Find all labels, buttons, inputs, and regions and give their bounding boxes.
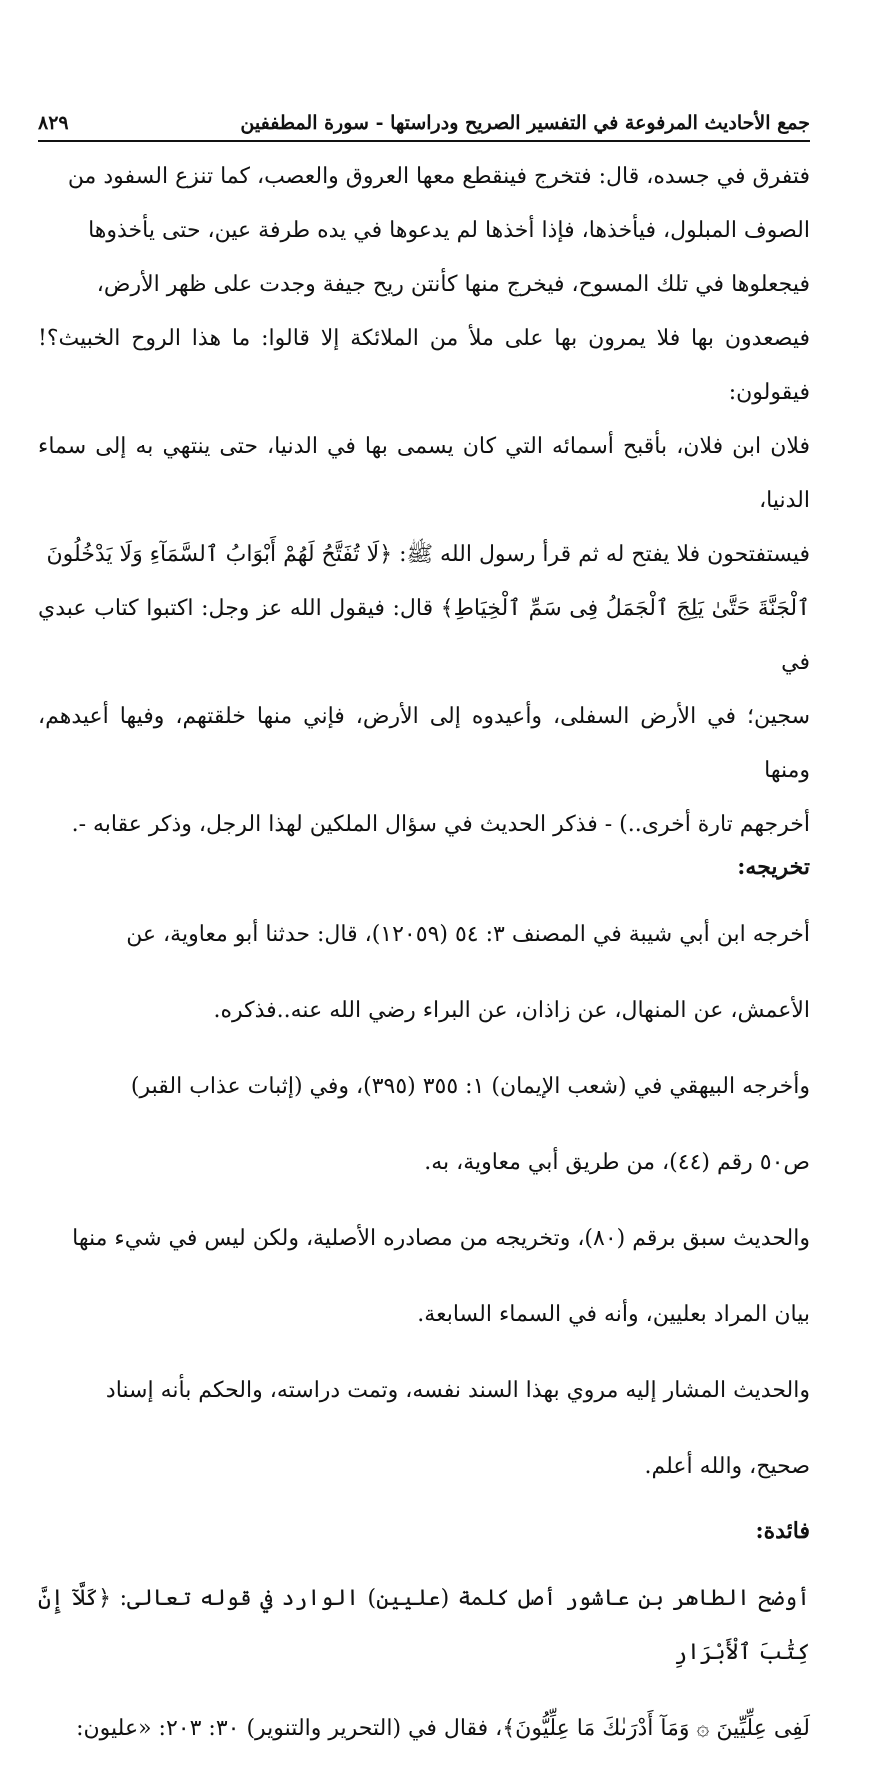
text-line: والحديث المشار إليه مروي بهذا السند نفسه، وتمت دراسته، والحكم بأنه إسناد: [105, 1378, 810, 1403]
hadith-text: [38, 150, 810, 852]
running-header: [38, 112, 810, 142]
text-line: فيجعلوها في تلك المسوح، فيخرج منها كأنتن ريح جيفة وجدت على ظهر الأرض،: [96, 272, 810, 297]
text-line: لَفِى عِلِّيِّينَ ۞ وَمَآ أَدْرَىٰكَ مَا عِلِّيُّونَ﴾، فقال في (التحرير والتنوير) ٣٠: ٢٠٣: «عليون:: [76, 1716, 810, 1741]
text-line: والحديث سبق برقم (٨٠)، وتخريجه من مصادره الأصلية، ولكن ليس في شيء منها: [72, 1226, 810, 1251]
text-line: أخرجه ابن أبي شيبة في المصنف ٣: ٥٤ (١٢٠٥٩)، قال: حدثنا أبو معاوية، عن: [126, 922, 810, 947]
page: [38, 112, 810, 1778]
text-line: فيستفتحون فلا يفتح له ثم قرأ رسول الله ﷺ: ﴿لَا تُفَتَّحُ لَهُمْ أَبْوَابُ ٱلسَّمَآءِ وَلَا يَدْخُلُونَ: [46, 542, 810, 567]
faida-paragraph: [38, 1572, 810, 1756]
takhrij-paragraph: [38, 1364, 810, 1494]
text-line: فلان ابن فلان، بأقبح أسمائه التي كان يسمى بها في الدنيا، حتى ينتهي به إلى سماء الدنيا،: [38, 434, 810, 513]
text-line: أخرجهم تارة أخرى..) - فذكر الحديث في سؤال الملكين لهذا الرجل، وذكر عقابه -.: [71, 812, 810, 837]
takhrij-paragraph: [38, 1212, 810, 1342]
takhrij-paragraph: [38, 908, 810, 1038]
takhrij-paragraph: [38, 1060, 810, 1190]
text-line: فيصعدون بها فلا يمرون بها على ملأ من الملائكة إلا قالوا: ما هذا الروح الخبيث؟! فيقولون:: [38, 326, 810, 405]
text-line: ص٥٠ رقم (٤٤)، من طريق أبي معاوية، به.: [424, 1150, 810, 1175]
text-line: بيان المراد بعليين، وأنه في السماء السابعة.: [417, 1302, 810, 1327]
text-line: سجين؛ في الأرض السفلى، وأعيدوه إلى الأرض، فإني منها خلقتهم، وفيها أعيدهم، ومنها: [38, 704, 810, 783]
takhrij-heading: تخريجه:: [737, 854, 810, 880]
page-number: ٨٢٩: [38, 112, 69, 134]
text-line: الأعمش، عن المنهال، عن زاذان، عن البراء رضي الله عنه..فذكره.: [213, 998, 810, 1023]
text-line: صحيح، والله أعلم.: [644, 1454, 810, 1479]
text-line: ٱلْجَنَّةَ حَتَّىٰ يَلِجَ ٱلْجَمَلُ فِى سَمِّ ٱلْخِيَاطِ﴾ قال: فيقول الله عز وجل: اكتبوا كتاب عبدي في: [38, 596, 810, 675]
faida-heading: فائدة:: [755, 1518, 810, 1544]
text-line: فتفرق في جسده، قال: فتخرج فينقطع معها العروق والعصب، كما تنزع السفود من: [67, 164, 810, 189]
text-line: وأخرجه البيهقي في (شعب الإيمان) ١: ٣٥٥ (٣٩٥)، وفي (إثبات عذاب القبر): [130, 1074, 810, 1099]
text-line: أوضح الطاهر بن عاشور أصل كلمة (عليين) الوارد في قوله تعالى: ﴿كَلَّآ إِنَّ كِتَٰبَ ٱلْأَبْرَارِ: [38, 1586, 810, 1665]
book-title: جمع الأحاديث المرفوعة في التفسير الصريح ودراستها - سورة المطففين: [240, 112, 810, 134]
text-line: الصوف المبلول، فيأخذها، فإذا أخذها لم يدعوها في يده طرفة عين، حتى يأخذوها: [88, 218, 810, 243]
